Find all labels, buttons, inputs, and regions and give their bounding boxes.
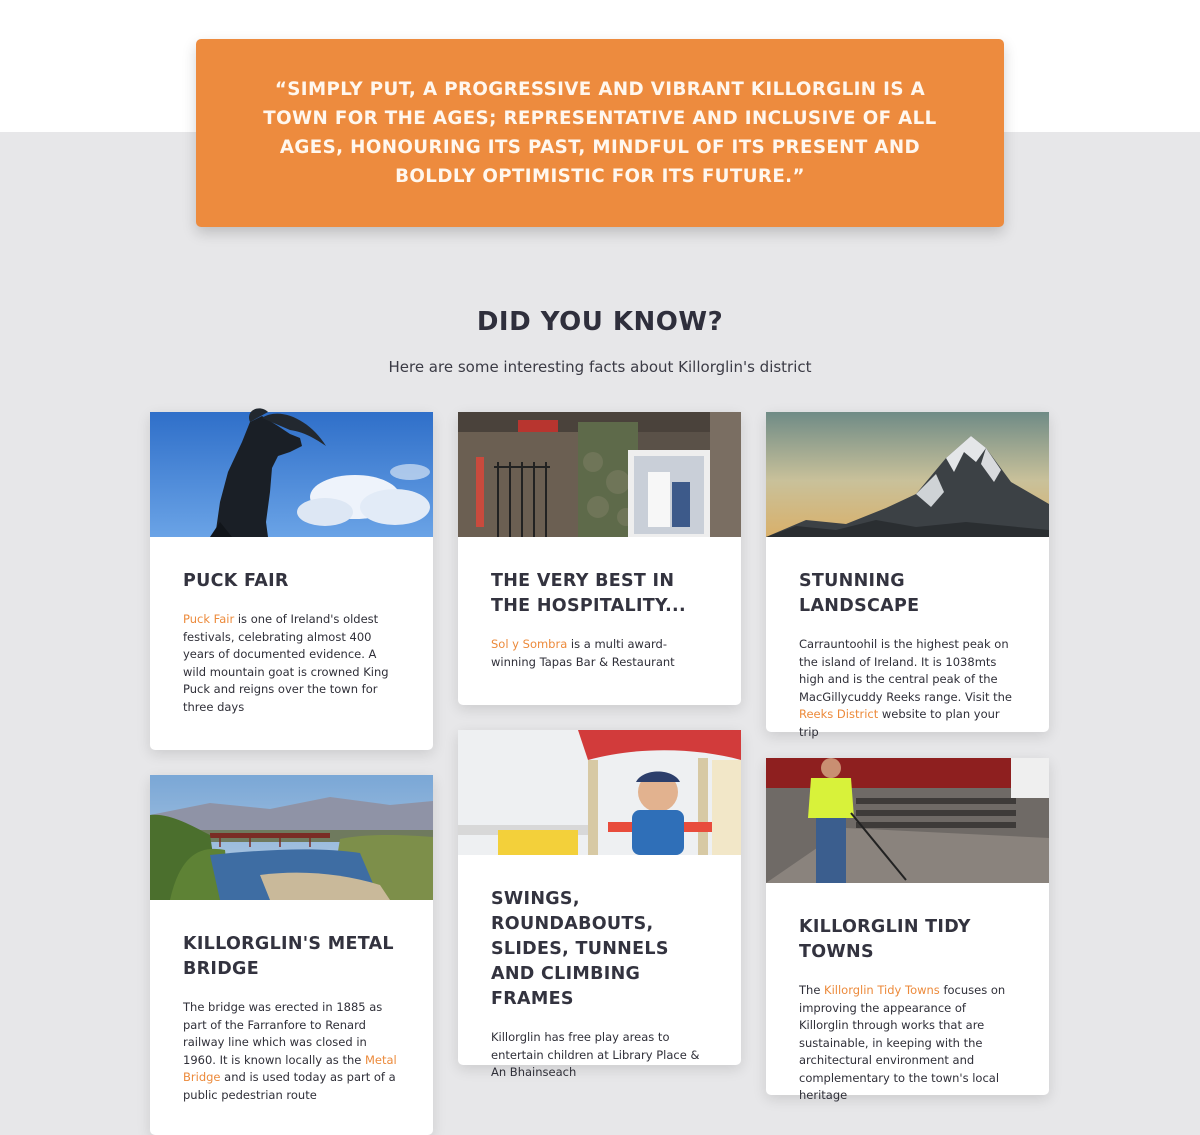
tapas-bar-image [458,412,741,537]
card-text: The Killorglin Tidy Towns focuses on improving the appearance of Killorglin through works that are sustainable, in keeping with the architectural environment and complementary to the town's local heritage [799,983,1006,1102]
mountain-image [766,412,1049,537]
reeks-district-link[interactable]: Reeks District [799,707,879,721]
sol-y-sombra-link[interactable]: Sol y Sombra [491,637,568,651]
tidy-towns-link[interactable]: Killorglin Tidy Towns [824,983,940,997]
card-text: Puck Fair is one of Ireland's oldest festivals, celebrating almost 400 years of documented evidence. A wild mountain goat is crowned King Puck and reigns over the town for three days [183,612,389,714]
quote-text: “SIMPLY PUT, A PROGRESSIVE AND VIBRANT KILLORGLIN IS A TOWN FOR THE AGES; REPRESENTATIVE AND INCLUSIVE OF ALL AGES, HONOURING ITS PAST, MINDFUL OF ITS PRESENT AND BOLDLY OPTIMISTIC FOR ITS FUTURE.” [263,78,937,187]
metal-bridge-link[interactable]: Metal Bridge [183,1052,397,1084]
card-text: The bridge was erected in 1885 as part of the Farranfore to Renard railway line which was closed in 1960. It is known locally as the Metal Bridge and is used today as part of a public pedestrian route [183,1000,397,1102]
street-cleaning-image [766,758,1049,883]
card-title: STUNNING LANDSCAPE [799,571,920,616]
card-title: KILLORGLIN'S METAL BRIDGE [183,934,394,979]
fact-card-metal-bridge [150,775,433,1135]
card-text: Carrauntoohil is the highest peak on the island of Ireland. It is 1038mts high and is the central peak of the MacGillycuddy Reeks range. Visit the Reeks District website to plan your trip [799,637,1012,739]
playground-image [458,730,741,855]
fact-card-puck-fair [150,412,433,750]
card-title: SWINGS, ROUNDABOUTS, SLIDES, TUNNELS AND CLIMBING FRAMES [491,889,669,1009]
puck-fair-link[interactable]: Puck Fair [183,612,235,626]
fact-card-playground [458,730,741,1079]
card-title: PUCK FAIR [183,571,289,591]
river-bridge-image [150,775,433,900]
fact-card-landscape [766,412,1049,739]
section-title: DID YOU KNOW? [476,307,724,337]
fact-card-hospitality [458,412,741,705]
card-title: KILLORGLIN TIDY TOWNS [799,917,971,962]
card-text: Sol y Sombra is a multi award-winning Tapas Bar & Restaurant [491,637,675,669]
section-subtitle: Here are some interesting facts about Killorglin's district [388,358,812,376]
card-text: Killorglin has free play areas to entertain children at Library Place & An Bhainseach [491,1030,700,1079]
quote-banner [196,39,1004,227]
fact-card-tidy-towns [766,758,1049,1102]
card-title: THE VERY BEST IN THE HOSPITALITY... [491,571,686,616]
goat-statue-image [150,412,433,537]
